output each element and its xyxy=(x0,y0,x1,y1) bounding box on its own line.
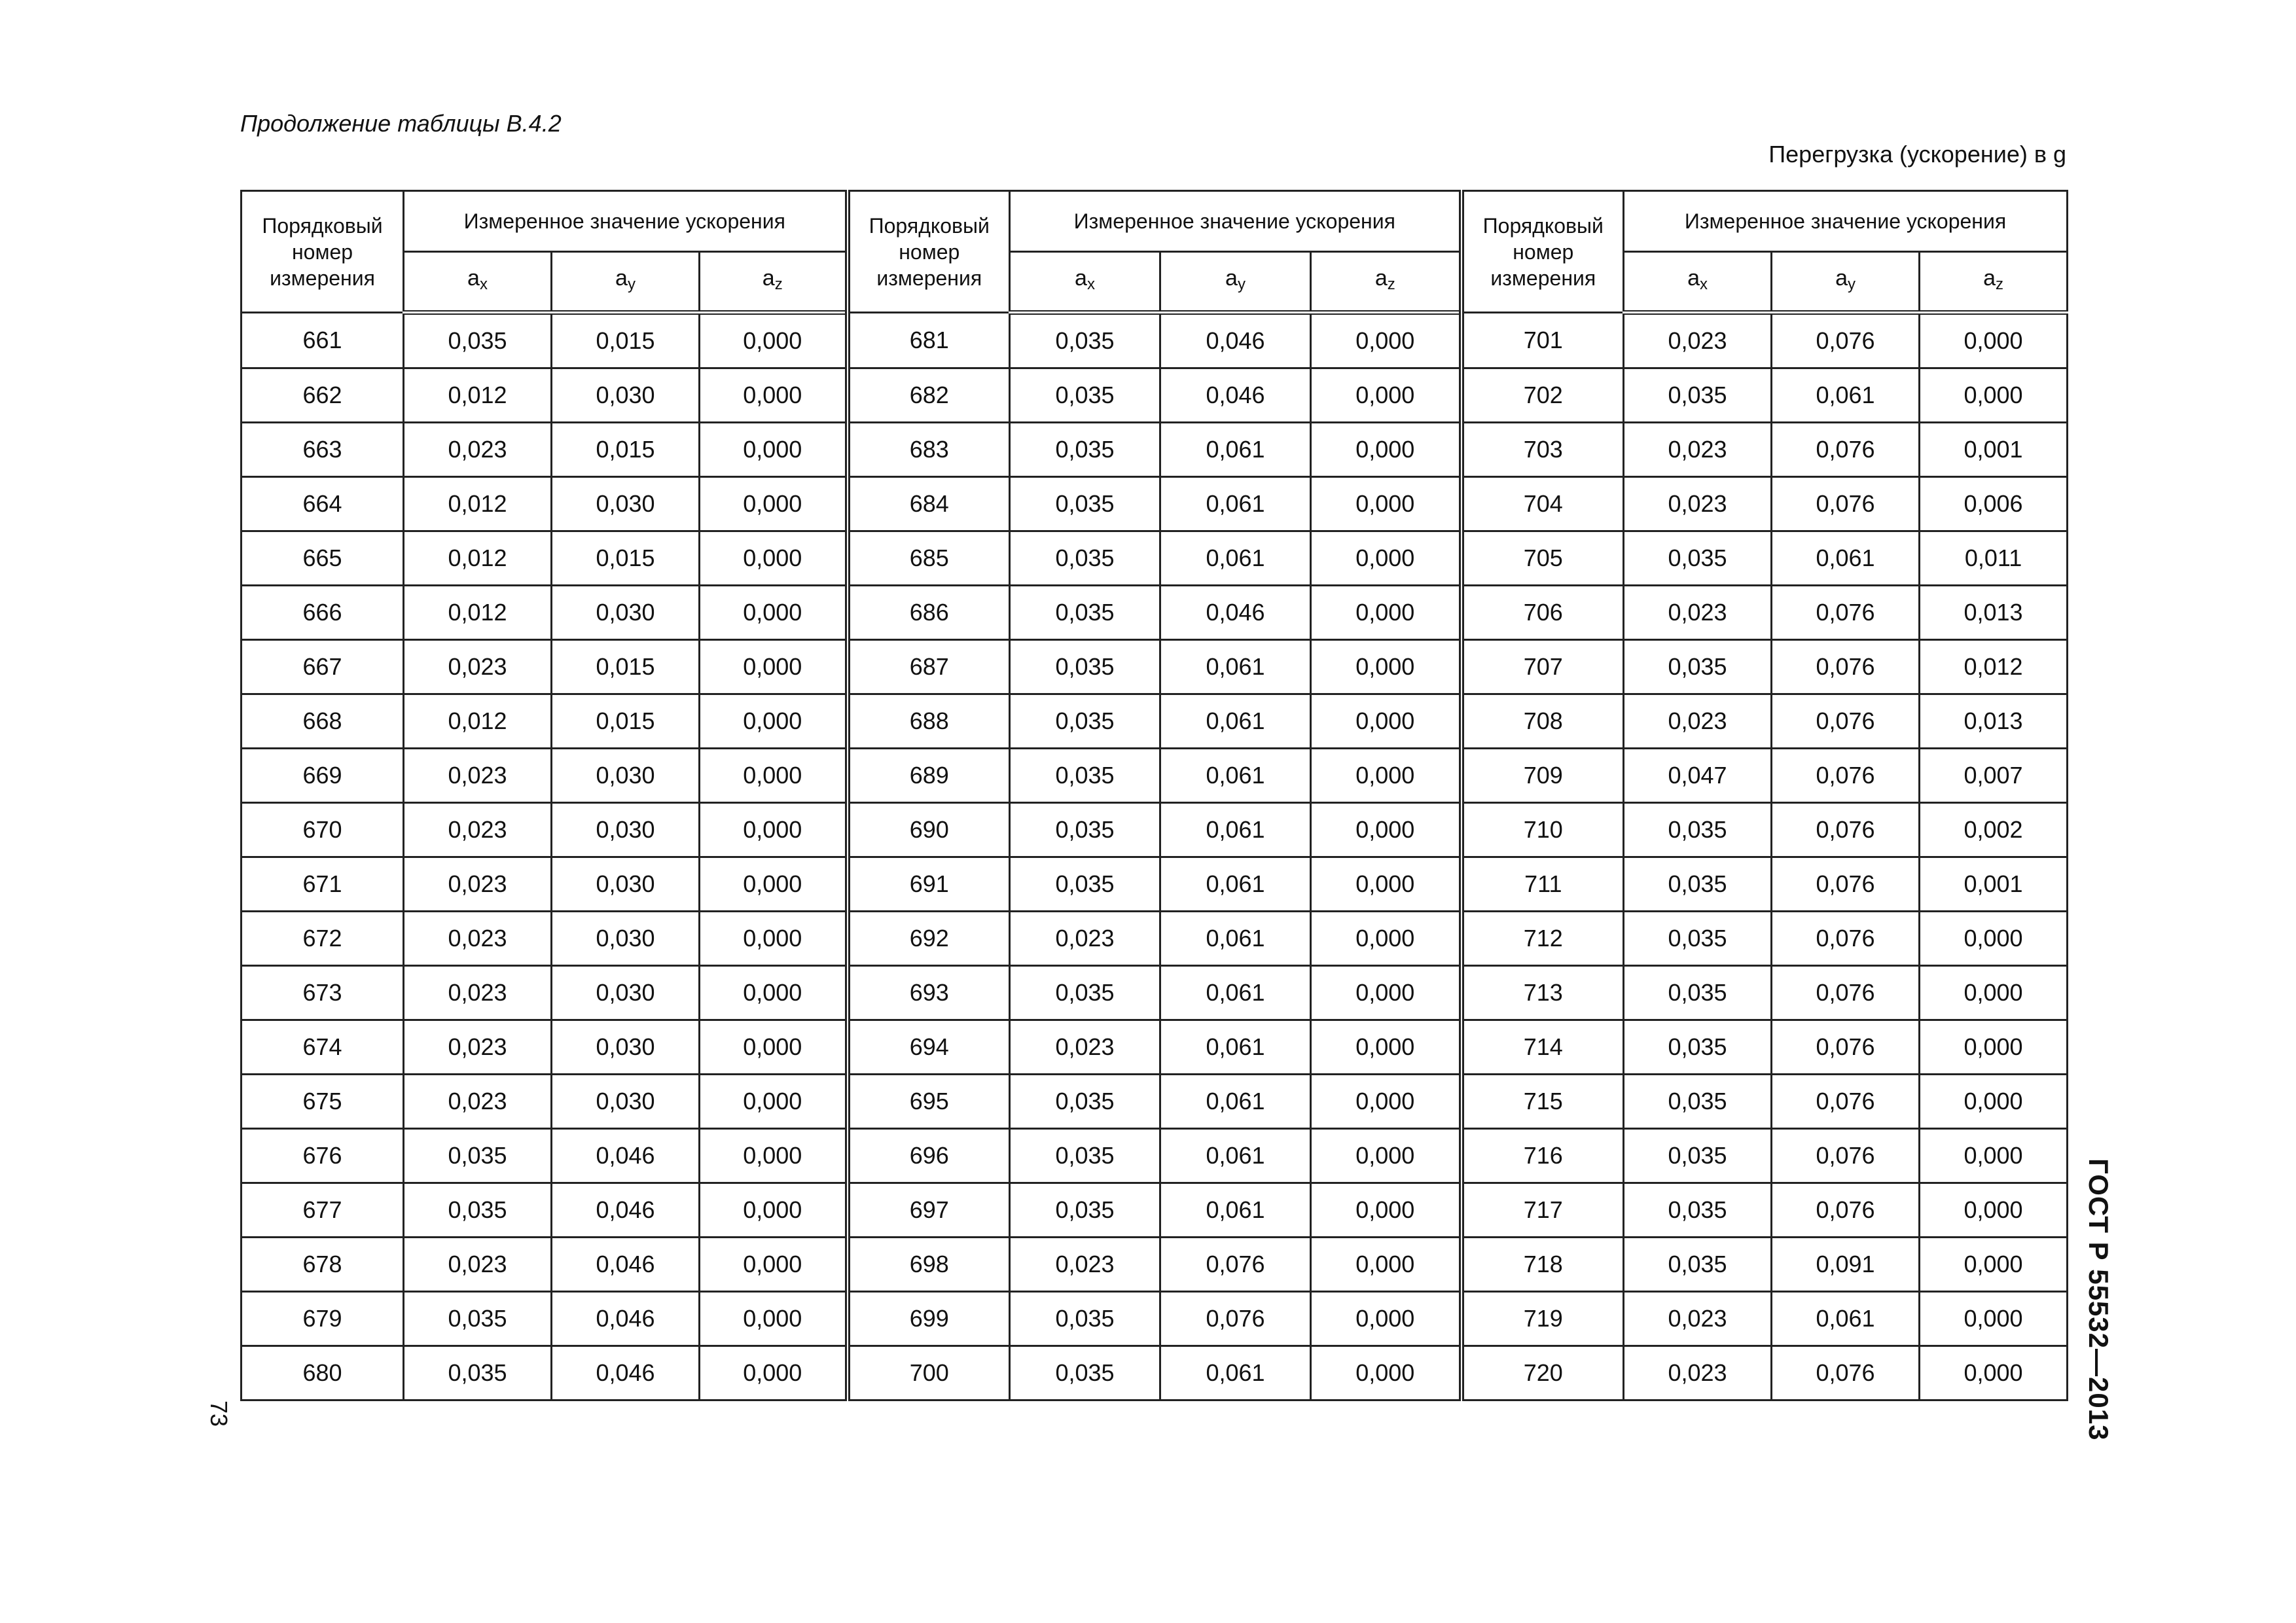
cell-az: 0,000 xyxy=(1311,531,1462,586)
cell-ay: 0,076 xyxy=(1772,749,1920,803)
cell-az: 0,000 xyxy=(1920,1129,2068,1183)
cell-ay: 0,015 xyxy=(552,423,700,477)
table-row xyxy=(242,803,2068,857)
cell-order-number: 692 xyxy=(848,912,1010,966)
cell-az: 0,001 xyxy=(1920,857,2068,912)
cell-order-number: 691 xyxy=(848,857,1010,912)
cell-ay: 0,076 xyxy=(1772,1075,1920,1129)
cell-ay: 0,061 xyxy=(1160,531,1311,586)
cell-ay: 0,076 xyxy=(1772,694,1920,749)
cell-ay: 0,046 xyxy=(552,1129,700,1183)
cell-ay: 0,030 xyxy=(552,477,700,531)
cell-ay: 0,061 xyxy=(1772,531,1920,586)
table-row xyxy=(242,1183,2068,1238)
cell-ax: 0,035 xyxy=(1010,1129,1160,1183)
cell-ay: 0,046 xyxy=(1160,586,1311,640)
cell-order-number: 709 xyxy=(1462,749,1624,803)
cell-ay: 0,061 xyxy=(1160,1020,1311,1075)
cell-ay: 0,061 xyxy=(1160,749,1311,803)
cell-ay: 0,061 xyxy=(1160,1346,1311,1400)
cell-ay: 0,061 xyxy=(1772,368,1920,423)
cell-az: 0,000 xyxy=(1920,1020,2068,1075)
cell-ay: 0,076 xyxy=(1772,640,1920,694)
cell-ay: 0,061 xyxy=(1160,912,1311,966)
cell-order-number: 661 xyxy=(242,313,404,368)
measurements-table xyxy=(240,190,2068,1401)
cell-ay: 0,091 xyxy=(1772,1238,1920,1292)
cell-order-number: 672 xyxy=(242,912,404,966)
cell-ax: 0,012 xyxy=(404,477,552,531)
cell-order-number: 685 xyxy=(848,531,1010,586)
cell-ax: 0,023 xyxy=(404,966,552,1020)
cell-ax: 0,035 xyxy=(1010,1183,1160,1238)
table-row xyxy=(242,313,2068,368)
cell-order-number: 719 xyxy=(1462,1292,1624,1346)
cell-ax: 0,035 xyxy=(1624,531,1772,586)
cell-ay: 0,061 xyxy=(1160,1075,1311,1129)
cell-az: 0,000 xyxy=(1311,313,1462,368)
cell-az: 0,000 xyxy=(700,1292,848,1346)
cell-az: 0,000 xyxy=(700,912,848,966)
cell-ay: 0,061 xyxy=(1160,1129,1311,1183)
cell-ax: 0,012 xyxy=(404,694,552,749)
cell-ax: 0,023 xyxy=(1624,477,1772,531)
cell-az: 0,000 xyxy=(1311,368,1462,423)
cell-ay: 0,061 xyxy=(1160,694,1311,749)
cell-az: 0,000 xyxy=(700,694,848,749)
table-row xyxy=(242,423,2068,477)
cell-order-number: 695 xyxy=(848,1075,1010,1129)
cell-az: 0,007 xyxy=(1920,749,2068,803)
cell-order-number: 673 xyxy=(242,966,404,1020)
cell-ax: 0,035 xyxy=(404,1183,552,1238)
header-order-number: Порядковый номер измерения xyxy=(848,191,1010,313)
cell-ax: 0,023 xyxy=(404,1020,552,1075)
cell-az: 0,000 xyxy=(1311,912,1462,966)
cell-az: 0,000 xyxy=(700,368,848,423)
cell-ax: 0,035 xyxy=(1010,1075,1160,1129)
table-row xyxy=(242,1020,2068,1075)
cell-az: 0,000 xyxy=(700,803,848,857)
cell-az: 0,002 xyxy=(1920,803,2068,857)
cell-order-number: 713 xyxy=(1462,966,1624,1020)
cell-ay: 0,030 xyxy=(552,1020,700,1075)
cell-az: 0,000 xyxy=(1920,1183,2068,1238)
cell-ay: 0,076 xyxy=(1772,313,1920,368)
cell-order-number: 715 xyxy=(1462,1075,1624,1129)
cell-order-number: 694 xyxy=(848,1020,1010,1075)
cell-ax: 0,035 xyxy=(404,1292,552,1346)
cell-ay: 0,061 xyxy=(1160,640,1311,694)
cell-ay: 0,030 xyxy=(552,749,700,803)
cell-az: 0,011 xyxy=(1920,531,2068,586)
cell-ax: 0,035 xyxy=(404,1129,552,1183)
table-row xyxy=(242,477,2068,531)
cell-order-number: 683 xyxy=(848,423,1010,477)
cell-ax: 0,023 xyxy=(1010,1238,1160,1292)
cell-az: 0,000 xyxy=(1311,1238,1462,1292)
cell-order-number: 674 xyxy=(242,1020,404,1075)
cell-az: 0,000 xyxy=(1311,857,1462,912)
cell-ax: 0,012 xyxy=(404,586,552,640)
cell-ax: 0,035 xyxy=(1010,423,1160,477)
cell-ay: 0,076 xyxy=(1160,1292,1311,1346)
cell-ax: 0,035 xyxy=(1010,694,1160,749)
cell-ax: 0,035 xyxy=(1010,966,1160,1020)
cell-ax: 0,035 xyxy=(1010,586,1160,640)
cell-order-number: 706 xyxy=(1462,586,1624,640)
cell-order-number: 710 xyxy=(1462,803,1624,857)
cell-order-number: 678 xyxy=(242,1238,404,1292)
cell-order-number: 668 xyxy=(242,694,404,749)
cell-ay: 0,046 xyxy=(1160,368,1311,423)
cell-ax: 0,035 xyxy=(1010,531,1160,586)
cell-az: 0,000 xyxy=(700,749,848,803)
cell-ax: 0,035 xyxy=(404,313,552,368)
cell-ax: 0,023 xyxy=(1624,1292,1772,1346)
cell-az: 0,012 xyxy=(1920,640,2068,694)
header-ay: $a_y$ xyxy=(1160,252,1311,313)
cell-ay: 0,030 xyxy=(552,803,700,857)
cell-ay: 0,015 xyxy=(552,640,700,694)
cell-ay: 0,046 xyxy=(552,1183,700,1238)
cell-ay: 0,076 xyxy=(1772,477,1920,531)
cell-order-number: 689 xyxy=(848,749,1010,803)
cell-ay: 0,076 xyxy=(1772,1129,1920,1183)
cell-ay: 0,061 xyxy=(1160,803,1311,857)
cell-ax: 0,023 xyxy=(1624,1346,1772,1400)
table-row xyxy=(242,749,2068,803)
cell-ax: 0,047 xyxy=(1624,749,1772,803)
table-row xyxy=(242,1292,2068,1346)
cell-az: 0,000 xyxy=(1920,1346,2068,1400)
cell-order-number: 677 xyxy=(242,1183,404,1238)
cell-ay: 0,015 xyxy=(552,531,700,586)
cell-az: 0,006 xyxy=(1920,477,2068,531)
cell-order-number: 676 xyxy=(242,1129,404,1183)
cell-order-number: 688 xyxy=(848,694,1010,749)
cell-order-number: 682 xyxy=(848,368,1010,423)
cell-ay: 0,030 xyxy=(552,586,700,640)
cell-ay: 0,015 xyxy=(552,694,700,749)
cell-az: 0,000 xyxy=(1311,1075,1462,1129)
cell-ay: 0,076 xyxy=(1772,803,1920,857)
cell-ax: 0,023 xyxy=(1624,423,1772,477)
cell-ax: 0,035 xyxy=(1624,1020,1772,1075)
cell-ax: 0,023 xyxy=(404,749,552,803)
cell-ay: 0,061 xyxy=(1160,477,1311,531)
units-note: Перегрузка (ускорение) в g xyxy=(1768,141,2066,168)
table-row xyxy=(242,1238,2068,1292)
cell-az: 0,000 xyxy=(700,1020,848,1075)
cell-az: 0,000 xyxy=(700,531,848,586)
cell-ax: 0,023 xyxy=(1010,912,1160,966)
cell-az: 0,000 xyxy=(1920,966,2068,1020)
cell-ay: 0,046 xyxy=(552,1238,700,1292)
cell-ax: 0,023 xyxy=(404,640,552,694)
cell-ay: 0,046 xyxy=(552,1346,700,1400)
cell-az: 0,000 xyxy=(1311,694,1462,749)
cell-az: 0,000 xyxy=(1311,966,1462,1020)
cell-order-number: 714 xyxy=(1462,1020,1624,1075)
header-az: $a_z$ xyxy=(700,252,848,313)
cell-order-number: 664 xyxy=(242,477,404,531)
cell-az: 0,000 xyxy=(1311,1129,1462,1183)
cell-order-number: 686 xyxy=(848,586,1010,640)
header-ax: $a_x$ xyxy=(1624,252,1772,313)
cell-order-number: 700 xyxy=(848,1346,1010,1400)
cell-ay: 0,061 xyxy=(1160,423,1311,477)
header-measured: Измеренное значение ускорения xyxy=(1624,191,2068,252)
cell-ay: 0,061 xyxy=(1160,966,1311,1020)
cell-ax: 0,012 xyxy=(404,368,552,423)
cell-ax: 0,035 xyxy=(1010,1346,1160,1400)
document-standard-title: ГОСТ Р 55532—2013 xyxy=(2083,1158,2114,1441)
cell-ax: 0,035 xyxy=(1010,749,1160,803)
cell-order-number: 696 xyxy=(848,1129,1010,1183)
cell-order-number: 697 xyxy=(848,1183,1010,1238)
table-header xyxy=(242,191,2068,313)
cell-az: 0,000 xyxy=(700,1346,848,1400)
cell-ax: 0,035 xyxy=(1010,803,1160,857)
cell-order-number: 703 xyxy=(1462,423,1624,477)
cell-az: 0,001 xyxy=(1920,423,2068,477)
header-measured: Измеренное значение ускорения xyxy=(1010,191,1462,252)
cell-az: 0,000 xyxy=(700,857,848,912)
cell-order-number: 718 xyxy=(1462,1238,1624,1292)
cell-ay: 0,015 xyxy=(552,313,700,368)
table-row xyxy=(242,1346,2068,1400)
cell-ay: 0,076 xyxy=(1772,966,1920,1020)
cell-az: 0,013 xyxy=(1920,694,2068,749)
cell-ay: 0,076 xyxy=(1772,912,1920,966)
cell-ax: 0,035 xyxy=(1624,912,1772,966)
cell-order-number: 698 xyxy=(848,1238,1010,1292)
cell-ay: 0,046 xyxy=(552,1292,700,1346)
cell-order-number: 707 xyxy=(1462,640,1624,694)
cell-ay: 0,076 xyxy=(1772,1020,1920,1075)
cell-ax: 0,035 xyxy=(1624,857,1772,912)
cell-ax: 0,035 xyxy=(1624,1238,1772,1292)
cell-az: 0,000 xyxy=(1311,640,1462,694)
cell-order-number: 662 xyxy=(242,368,404,423)
cell-order-number: 704 xyxy=(1462,477,1624,531)
cell-ay: 0,061 xyxy=(1160,857,1311,912)
header-measured: Измеренное значение ускорения xyxy=(404,191,848,252)
cell-ax: 0,023 xyxy=(404,857,552,912)
cell-ax: 0,035 xyxy=(1010,313,1160,368)
cell-az: 0,000 xyxy=(1920,368,2068,423)
cell-ay: 0,076 xyxy=(1160,1238,1311,1292)
cell-ay: 0,061 xyxy=(1772,1292,1920,1346)
header-order-number: Порядковый номер измерения xyxy=(242,191,404,313)
cell-az: 0,000 xyxy=(1920,1292,2068,1346)
cell-az: 0,000 xyxy=(1311,586,1462,640)
table-row xyxy=(242,640,2068,694)
cell-az: 0,000 xyxy=(1920,1075,2068,1129)
cell-order-number: 671 xyxy=(242,857,404,912)
header-order-number: Порядковый номер измерения xyxy=(1462,191,1624,313)
cell-az: 0,000 xyxy=(700,1238,848,1292)
cell-order-number: 716 xyxy=(1462,1129,1624,1183)
cell-ax: 0,035 xyxy=(1624,803,1772,857)
cell-ay: 0,030 xyxy=(552,368,700,423)
cell-order-number: 717 xyxy=(1462,1183,1624,1238)
cell-ax: 0,035 xyxy=(1624,1129,1772,1183)
cell-order-number: 708 xyxy=(1462,694,1624,749)
cell-order-number: 690 xyxy=(848,803,1010,857)
cell-order-number: 712 xyxy=(1462,912,1624,966)
cell-ay: 0,061 xyxy=(1160,1183,1311,1238)
cell-ax: 0,023 xyxy=(1624,586,1772,640)
page-number: 73 xyxy=(206,1400,232,1427)
cell-ay: 0,030 xyxy=(552,912,700,966)
cell-order-number: 693 xyxy=(848,966,1010,1020)
cell-az: 0,000 xyxy=(1920,1238,2068,1292)
header-ax: $a_x$ xyxy=(404,252,552,313)
cell-ax: 0,035 xyxy=(1010,640,1160,694)
cell-ax: 0,035 xyxy=(1624,368,1772,423)
cell-az: 0,000 xyxy=(1311,477,1462,531)
cell-ax: 0,035 xyxy=(404,1346,552,1400)
cell-ax: 0,035 xyxy=(1624,966,1772,1020)
cell-az: 0,000 xyxy=(700,640,848,694)
measurements-table-container xyxy=(240,190,2066,1401)
cell-ax: 0,023 xyxy=(404,803,552,857)
table-body xyxy=(242,313,2068,1400)
cell-az: 0,000 xyxy=(1920,313,2068,368)
cell-az: 0,000 xyxy=(700,1075,848,1129)
cell-ax: 0,035 xyxy=(1010,857,1160,912)
cell-ax: 0,035 xyxy=(1010,1292,1160,1346)
cell-az: 0,000 xyxy=(1311,1346,1462,1400)
cell-ay: 0,076 xyxy=(1772,586,1920,640)
cell-order-number: 666 xyxy=(242,586,404,640)
cell-ay: 0,030 xyxy=(552,966,700,1020)
cell-ax: 0,035 xyxy=(1010,368,1160,423)
cell-az: 0,000 xyxy=(700,423,848,477)
cell-az: 0,000 xyxy=(700,586,848,640)
cell-ax: 0,035 xyxy=(1624,1075,1772,1129)
cell-order-number: 687 xyxy=(848,640,1010,694)
cell-order-number: 684 xyxy=(848,477,1010,531)
cell-order-number: 669 xyxy=(242,749,404,803)
table-row xyxy=(242,694,2068,749)
table-row xyxy=(242,1075,2068,1129)
header-az: $a_z$ xyxy=(1920,252,2068,313)
table-row xyxy=(242,1129,2068,1183)
cell-az: 0,013 xyxy=(1920,586,2068,640)
cell-az: 0,000 xyxy=(1311,749,1462,803)
header-az: $a_z$ xyxy=(1311,252,1462,313)
cell-order-number: 680 xyxy=(242,1346,404,1400)
cell-ax: 0,023 xyxy=(1624,694,1772,749)
cell-order-number: 711 xyxy=(1462,857,1624,912)
cell-order-number: 702 xyxy=(1462,368,1624,423)
cell-ay: 0,030 xyxy=(552,857,700,912)
cell-az: 0,000 xyxy=(1311,1292,1462,1346)
cell-ax: 0,035 xyxy=(1624,640,1772,694)
cell-az: 0,000 xyxy=(700,1129,848,1183)
header-ay: $a_y$ xyxy=(552,252,700,313)
cell-ay: 0,076 xyxy=(1772,423,1920,477)
cell-ax: 0,035 xyxy=(1010,477,1160,531)
cell-order-number: 699 xyxy=(848,1292,1010,1346)
table-row xyxy=(242,586,2068,640)
cell-az: 0,000 xyxy=(1311,423,1462,477)
cell-order-number: 667 xyxy=(242,640,404,694)
table-caption: Продолжение таблицы В.4.2 xyxy=(240,110,562,137)
cell-az: 0,000 xyxy=(700,477,848,531)
cell-ax: 0,012 xyxy=(404,531,552,586)
cell-az: 0,000 xyxy=(1311,1020,1462,1075)
cell-az: 0,000 xyxy=(1311,803,1462,857)
cell-ay: 0,030 xyxy=(552,1075,700,1129)
table-row xyxy=(242,531,2068,586)
cell-order-number: 665 xyxy=(242,531,404,586)
table-row xyxy=(242,368,2068,423)
cell-order-number: 681 xyxy=(848,313,1010,368)
cell-order-number: 701 xyxy=(1462,313,1624,368)
cell-order-number: 679 xyxy=(242,1292,404,1346)
cell-ax: 0,023 xyxy=(404,1238,552,1292)
cell-ax: 0,035 xyxy=(1624,1183,1772,1238)
table-row xyxy=(242,857,2068,912)
cell-ax: 0,023 xyxy=(404,423,552,477)
cell-ay: 0,076 xyxy=(1772,1346,1920,1400)
cell-ay: 0,076 xyxy=(1772,857,1920,912)
cell-order-number: 675 xyxy=(242,1075,404,1129)
header-ay: $a_y$ xyxy=(1772,252,1920,313)
table-row xyxy=(242,966,2068,1020)
cell-az: 0,000 xyxy=(700,313,848,368)
cell-ay: 0,046 xyxy=(1160,313,1311,368)
header-ax: $a_x$ xyxy=(1010,252,1160,313)
cell-ay: 0,076 xyxy=(1772,1183,1920,1238)
cell-ax: 0,023 xyxy=(1010,1020,1160,1075)
cell-az: 0,000 xyxy=(1920,912,2068,966)
cell-order-number: 705 xyxy=(1462,531,1624,586)
cell-az: 0,000 xyxy=(1311,1183,1462,1238)
cell-ax: 0,023 xyxy=(404,912,552,966)
cell-az: 0,000 xyxy=(700,966,848,1020)
table-row xyxy=(242,912,2068,966)
cell-ax: 0,023 xyxy=(1624,313,1772,368)
cell-order-number: 663 xyxy=(242,423,404,477)
cell-order-number: 670 xyxy=(242,803,404,857)
cell-ax: 0,023 xyxy=(404,1075,552,1129)
cell-az: 0,000 xyxy=(700,1183,848,1238)
cell-order-number: 720 xyxy=(1462,1346,1624,1400)
